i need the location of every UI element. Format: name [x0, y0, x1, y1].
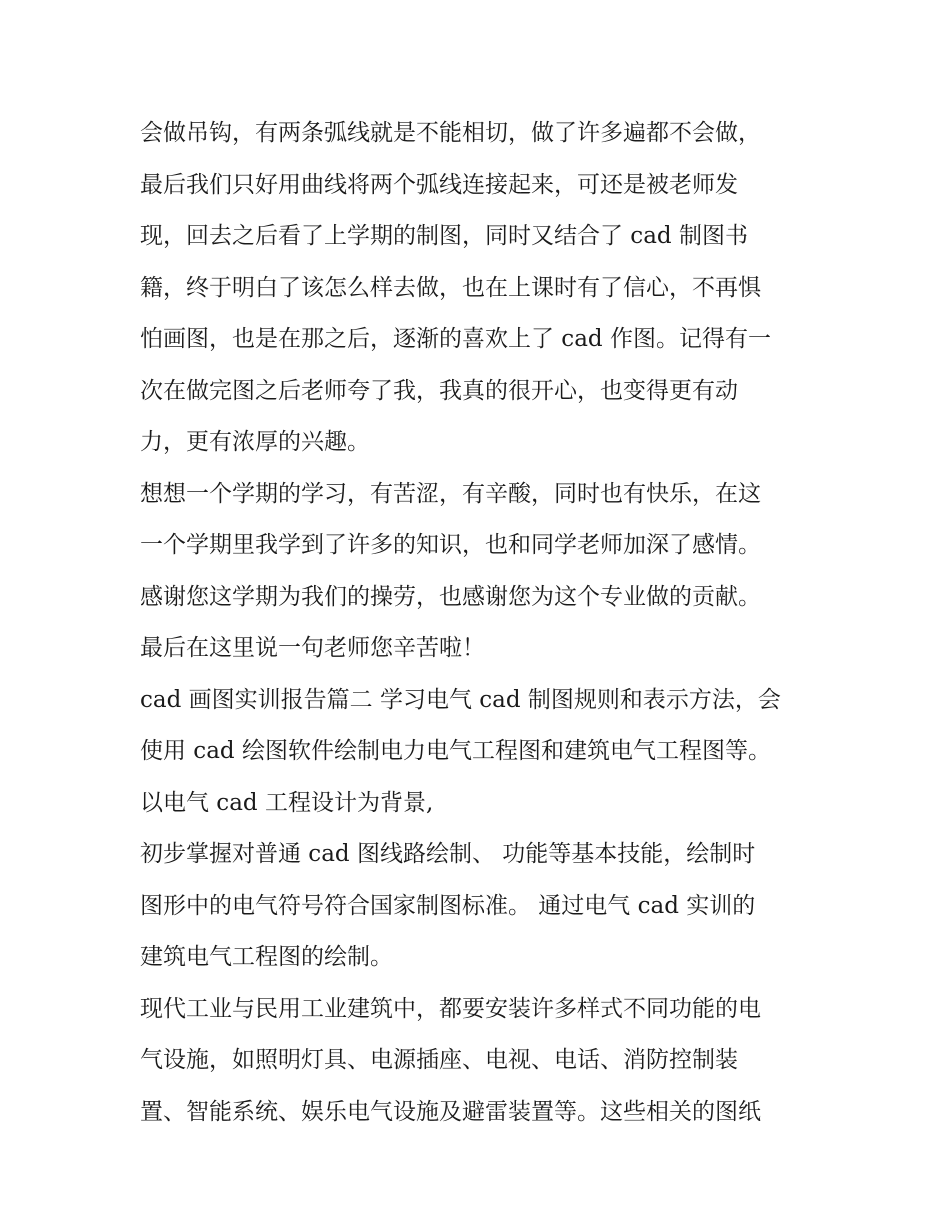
text-line: cad 画图实训报告篇二 学习电气 cad 制图规则和表示方法，会 [140, 686, 781, 713]
text-line: 建筑电气工程图的绘制。 [140, 944, 393, 970]
text-line: 最后在这里说一句老师您辛苦啦！ [140, 635, 485, 661]
text-line: 会做吊钩，有两条弧线就是不能相切，做了许多遍都不会做， [140, 120, 761, 146]
text-line: 籍，终于明白了该怎么样去做，也在上课时有了信心，不再惧 [140, 274, 761, 301]
text-line: 现，回去之后看了上学期的制图，同时又结合了 cad 制图书 [140, 223, 748, 249]
text-line: 现代工业与民用工业建筑中，都要安装许多样式不同功能的电 [140, 995, 761, 1022]
text-line: 最后我们只好用曲线将两个弧线连接起来，可还是被老师发 [140, 171, 738, 198]
text-line: 怕画图，也是在那之后，逐渐的喜欢上了 cad 作图。记得有一 [140, 326, 771, 352]
text-line: 次在做完图之后老师夸了我，我真的很开心，也变得更有动 [140, 377, 738, 404]
text-line: 置、智能系统、娱乐电气设施及避雷装置等。这些相关的图纸 [140, 1098, 761, 1125]
text-line: 力，更有浓厚的兴趣。 [140, 429, 370, 455]
text-line: 使用 cad 绘图软件绘制电力电气工程图和建筑电气工程图等。 [140, 738, 771, 764]
text-line: 一个学期里我学到了许多的知识，也和同学老师加深了感情。 [140, 532, 761, 558]
text-line: 初步掌握对普通 cad 图线路绘制、 功能等基本技能，绘制时 [140, 841, 756, 867]
text-line: 以电气 cad 工程设计为背景, [140, 789, 434, 816]
text-line: 感谢您这学期为我们的操劳，也感谢您为这个专业做的贡献。 [140, 583, 761, 610]
document-body [140, 108, 830, 1138]
text-line: 想想一个学期的学习，有苦涩，有辛酸，同时也有快乐，在这 [140, 480, 761, 507]
text-line: 图形中的电气符号符合国家制图标准。 通过电气 cad 实训的 [140, 892, 756, 919]
text-line: 气设施，如照明灯具、电源插座、电视、电话、消防控制装 [140, 1047, 738, 1073]
